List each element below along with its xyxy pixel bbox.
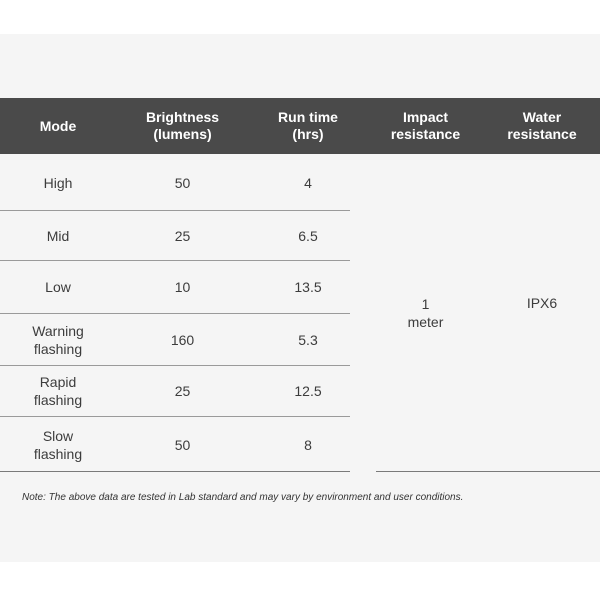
table-bottom-border-left	[0, 471, 350, 472]
row-2-runtime: 6.5	[298, 228, 318, 244]
header-mode: Mode	[39, 117, 77, 134]
row-1-mode: High	[43, 175, 73, 191]
row-6-mode: Slow flashing	[33, 427, 83, 462]
row-3-runtime: 13.5	[294, 279, 322, 295]
footnote: Note: The above data are tested in Lab standard and may vary by environment and user conditions.	[22, 492, 464, 503]
table-bottom-border-right	[376, 471, 600, 472]
row-2-brightness: 25	[174, 228, 191, 244]
row-4-mode: Warning flashing	[32, 323, 84, 357]
water-resistance-value: IPX6	[526, 295, 558, 311]
row-5-mode: Rapid flashing	[33, 374, 83, 408]
row-3-mode: Low	[45, 279, 71, 295]
header-run-time: Run time (hrs)	[278, 109, 338, 142]
header-impact-resistance: Impact resistance	[390, 109, 461, 142]
row-1-runtime: 4	[304, 175, 312, 191]
header-water-resistance: Water resistance	[507, 109, 577, 142]
row-4-runtime: 5.3	[298, 332, 318, 348]
row-divider	[0, 416, 350, 417]
row-2-mode: Mid	[46, 228, 70, 244]
row-6-runtime: 8	[304, 436, 312, 453]
row-5-runtime: 12.5	[294, 383, 322, 399]
row-6-brightness: 50	[174, 436, 191, 453]
row-3-brightness: 10	[174, 279, 191, 295]
row-1-brightness: 50	[174, 175, 191, 191]
table-header	[0, 98, 600, 154]
row-5-brightness: 25	[174, 383, 191, 399]
row-4-brightness: 160	[170, 332, 195, 348]
header-brightness: Brightness (lumens)	[145, 109, 220, 142]
impact-resistance-value: 1 meter	[407, 296, 444, 330]
